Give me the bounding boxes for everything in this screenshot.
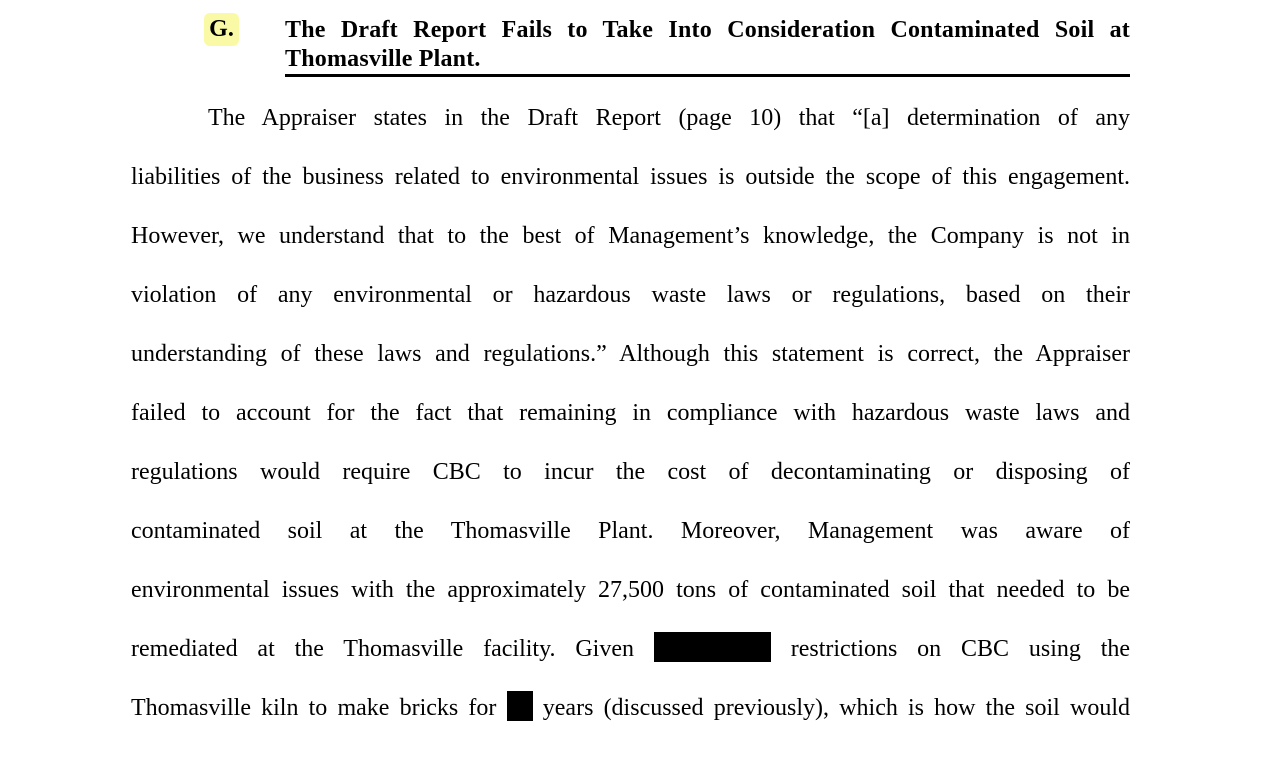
paragraph-line-with-redaction (131, 620, 1130, 679)
paragraph-line-with-redaction (131, 679, 1130, 738)
line-text-before-redaction: remediated at the Thomasville facility. Given (131, 636, 635, 662)
section-title: The Draft Report Fails to Take Into Consideration Contaminated Soil at Thomasville Plant. (285, 16, 1130, 77)
body-paragraph (131, 89, 1130, 738)
paragraph-line: regulations would require CBC to incur the cost of decontaminating or disposing of (131, 459, 1130, 485)
line-text-before-redaction: Thomasville kiln to make bricks for (131, 695, 497, 721)
line-text-after-redaction: years (discussed previously), which is how the soil would (542, 695, 1131, 721)
paragraph-line: failed to account for the fact that remaining in compliance with hazardous waste laws and (131, 400, 1130, 426)
paragraph-line: contaminated soil at the Thomasville Plant. Moreover, Management was aware of (131, 518, 1130, 544)
paragraph-line: environmental issues with the approximately 27,500 tons of contaminated soil that needed to be (131, 577, 1130, 603)
paragraph-line: understanding of these laws and regulations.” Although this statement is correct, the Appraiser (131, 341, 1130, 367)
redaction-block (654, 632, 771, 662)
section-heading (0, 0, 1272, 80)
redaction-block (507, 691, 533, 721)
paragraph-line: liabilities of the business related to environmental issues is outside the scope of this engagement. (131, 164, 1130, 190)
paragraph-line: The Appraiser states in the Draft Report (page 10) that “[a] determination of any (208, 105, 1130, 131)
paragraph-line: violation of any environmental or hazardous waste laws or regulations, based on their (131, 282, 1130, 308)
paragraph-line: However, we understand that to the best of Management’s knowledge, the Company is not in (131, 223, 1130, 249)
section-letter-highlighted: G. (204, 13, 239, 46)
line-text-after-redaction: restrictions on CBC using the (790, 636, 1131, 662)
